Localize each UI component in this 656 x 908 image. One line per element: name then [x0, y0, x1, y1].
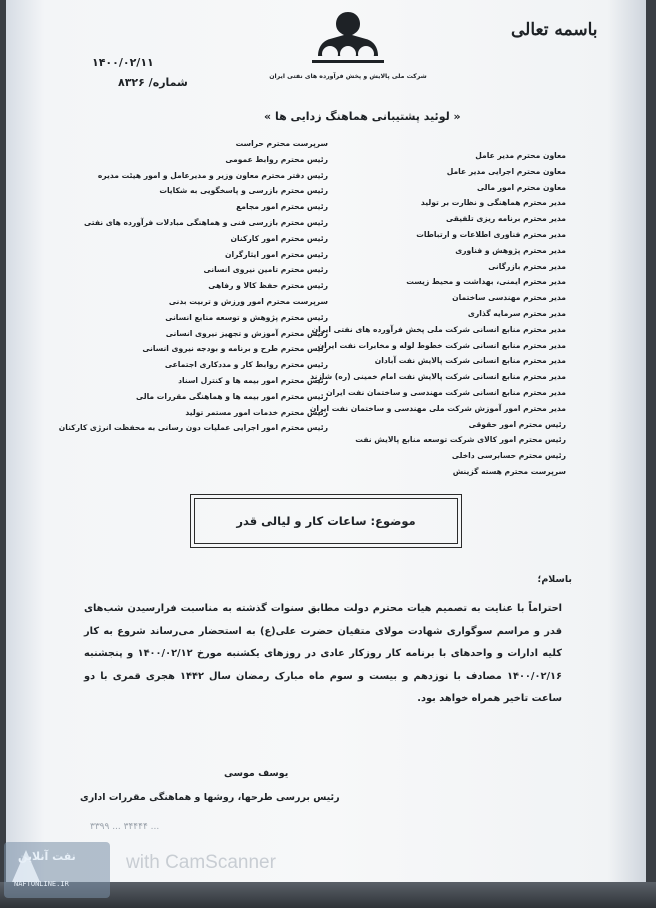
- list-item: مدیر محترم منابع انسانی شرکت پالایش نفت امام خمینی (ره) شازند: [310, 372, 566, 382]
- bismillah-heading: باسمه تعالی: [511, 20, 598, 40]
- list-item: مدیر محترم مهندسی ساختمان: [452, 293, 566, 303]
- list-item: معاون محترم امور مالی: [476, 182, 566, 192]
- list-item: مدیر محترم منابع انسانی شرکت پالایش نفت آبادان: [374, 356, 566, 366]
- list-item: معاون محترم اجرایی مدیر عامل: [446, 166, 566, 176]
- signatory-title: رئیس بررسی طرحها، روشها و هماهنگی مقررات اداری: [80, 792, 340, 803]
- list-item: سرپرست محترم هسته گزینش: [452, 466, 566, 476]
- list-item: مدیر محترم فناوری اطلاعات و ارتباطات: [416, 229, 566, 239]
- site-watermark-url: NAFTONLINE.IR: [14, 880, 69, 888]
- list-item: مدیر محترم امور آموزش شرکت ملی مهندسی و ساختمان نفت ایران: [309, 403, 566, 413]
- list-item: مدیر محترم برنامه ریزی تلفیقی: [446, 214, 566, 224]
- signatory-name: یوسف موسی: [224, 768, 289, 779]
- list-item: رئیس محترم امور ایثارگران: [225, 249, 328, 259]
- list-item: رئیس محترم امور بیمه ها و کنترل اسناد: [178, 375, 328, 385]
- list-item: رئیس محترم امور کالای شرکت توسعه منابع پالایش نفت: [355, 435, 566, 445]
- list-item: رئیس محترم روابط کار و مددکاری اجتماعی: [164, 360, 328, 370]
- list-item: مدیر محترم هماهنگی و نظارت بر تولید: [420, 198, 566, 208]
- list-item: مدیر محترم سرمایه گذاری: [467, 308, 566, 318]
- list-item: رئیس محترم امور مجامع: [236, 202, 328, 212]
- recipients-right-column: [310, 148, 566, 480]
- company-logo: [269, 8, 427, 88]
- subject-box: [194, 498, 458, 544]
- list-item: رئیس محترم حسابرسی داخلی: [451, 451, 566, 461]
- list-item: رئیس محترم طرح و برنامه و بودجه نیروی انسانی: [142, 344, 328, 354]
- letter-page: [6, 0, 646, 908]
- list-item: رئیس محترم امور کارکنان: [230, 233, 328, 243]
- list-item: رئیس محترم حفظ کالا و رفاهی: [208, 281, 328, 291]
- faint-footer-line: ۳۳۹۹ ... ۳۴۴۴۴ ...: [90, 822, 160, 832]
- list-item: رئیس محترم پژوهش و توسعه منابع انسانی: [165, 312, 328, 322]
- list-item: مدیر محترم منابع انسانی شرکت ملی پخش فرآورده های نفتی ایران: [311, 324, 566, 334]
- list-item: رئیس محترم بازرسی فنی و هماهنگی مبادلات فرآورده های نفتی: [84, 217, 328, 227]
- list-item: سرپرست محترم حراست: [235, 139, 328, 148]
- list-item: مدیر محترم منابع انسانی شرکت خطوط لوله و مخابرات نفت ایران: [317, 340, 566, 350]
- subject-text: موضوع: ساعات کار و لیالی قدر: [236, 514, 416, 528]
- list-item: مدیر محترم پژوهش و فناوری: [455, 245, 566, 255]
- logo-caption: شرکت ملی پالایش و پخش فرآورده های نفتی ایران: [269, 73, 427, 80]
- recipients-left-column: [59, 136, 328, 436]
- site-watermark-name: نفت آنلاین: [18, 850, 76, 863]
- letter-date: ۱۴۰۰/۰۲/۱۱: [92, 56, 154, 69]
- list-item: سرپرست محترم امور ورزش و تربیت بدنی: [168, 296, 328, 306]
- list-item: رئیس محترم روابط عمومی: [225, 154, 328, 164]
- list-item: رئیس محترم بازرسی و پاسخگویی به شکایات: [159, 186, 328, 196]
- list-item: رئیس محترم امور حقوقی: [468, 419, 566, 429]
- list-item: رئیس محترم آموزش و تجهیز نیروی انسانی: [165, 328, 328, 338]
- list-item: معاون محترم مدیر عامل: [475, 151, 566, 160]
- list-item: رئیس محترم امور اجرایی عملیات دون رسانی به محفظت انرژی کارکنان: [58, 423, 328, 433]
- camscanner-watermark: with CamScanner: [126, 852, 276, 873]
- list-item: مدیر محترم بازرگانی: [488, 261, 566, 271]
- list-item: رئیس محترم امور بیمه ها و هماهنگی مقررات مالی: [136, 391, 328, 401]
- list-item: مدیر محترم ایمنی، بهداشت و محیط زیست: [406, 277, 566, 287]
- list-item: رئیس محترم تامین نیروی انسانی: [203, 265, 328, 275]
- body-paragraph: احتراماً با عنایت به تصمیم هیات محترم دولت مطابق سنوات گذشته به مناسبت فرارسیدن شب‌های قدر و مراسم سوگواری شهادت مولای متقیان حضرت علی(ع) به استحضار می‌رساند شروع به کار کلیه ادارات و واحدهای با برنامه کار روزکار عادی در روزهای یکشنبه مورخ ۱۴۰۰/۰۲/۱۲ و پنجشنبه ۱۴۰۰/۰۲/۱۶ مصادف با نوزدهم و بیست و سوم ماه مبارک رمضان سال ۱۴۴۲ هجری قمری با دو ساعت تاخیر همراه خواهد بود.: [84, 603, 562, 705]
- list-item: رئیس محترم خدمات امور مستمر تولید: [185, 407, 328, 417]
- letter-number: ۸۳۲۶ /شماره: [118, 76, 188, 89]
- list-item: رئیس دفتر محترم معاون وزیر و مدیرعامل و امور هیئت مدیره: [97, 170, 328, 180]
- salutation: باسلام؛: [537, 574, 572, 585]
- list-item: مدیر محترم منابع انسانی شرکت مهندسی و ساختمان نفت ایران: [326, 387, 566, 397]
- department-line: « لوئید پشتیبانی هماهنگ زدایی ها »: [264, 110, 461, 123]
